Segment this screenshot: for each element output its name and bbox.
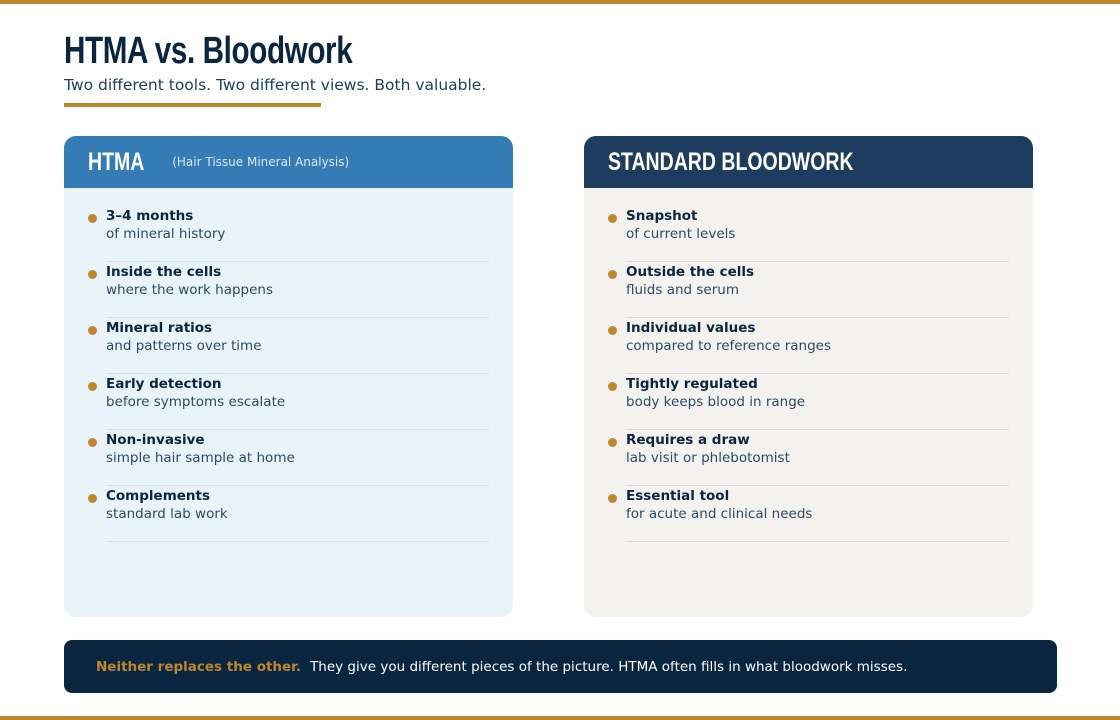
list-item xyxy=(88,318,489,374)
item-desc: body keeps blood in range xyxy=(626,394,806,410)
list-item xyxy=(608,206,1009,262)
footer-emphasis: Neither replaces the other. xyxy=(96,658,302,675)
item-desc: and patterns over time xyxy=(106,338,262,354)
htma-card-header xyxy=(64,136,513,188)
bloodwork-list xyxy=(584,188,1033,542)
bullet-icon xyxy=(608,494,617,503)
list-item xyxy=(608,486,1009,542)
item-desc: for acute and clinical needs xyxy=(626,506,813,522)
htma-card-title: HTMA xyxy=(88,147,145,176)
list-item xyxy=(608,374,1009,430)
item-title: Non-invasive xyxy=(106,432,205,448)
item-desc: simple hair sample at home xyxy=(106,450,295,466)
htma-list xyxy=(64,188,513,542)
bullet-icon xyxy=(88,382,97,391)
htma-card-subtitle: (Hair Tissue Mineral Analysis) xyxy=(172,155,350,169)
title-underline xyxy=(64,103,321,107)
item-title: Complements xyxy=(106,488,211,504)
page-subtitle: Two different tools. Two different views. Both valuable. xyxy=(64,76,487,94)
bloodwork-card-title: STANDARD BLOODWORK xyxy=(608,147,854,176)
bullet-icon xyxy=(608,326,617,335)
top-accent-bar xyxy=(0,0,1120,4)
item-desc: standard lab work xyxy=(106,506,228,522)
list-item xyxy=(608,262,1009,318)
bullet-icon xyxy=(88,326,97,335)
list-item xyxy=(88,486,489,542)
list-item xyxy=(88,374,489,430)
item-desc: compared to reference ranges xyxy=(626,338,831,354)
page-title: HTMA vs. Bloodwork xyxy=(64,30,353,72)
list-item xyxy=(608,318,1009,374)
item-desc: before symptoms escalate xyxy=(106,394,286,410)
list-item xyxy=(88,262,489,318)
bullet-icon xyxy=(88,214,97,223)
item-desc: lab visit or phlebotomist xyxy=(626,450,790,466)
item-desc: where the work happens xyxy=(106,282,274,298)
item-title: Inside the cells xyxy=(106,264,222,280)
bullet-icon xyxy=(608,214,617,223)
item-title: Snapshot xyxy=(626,208,698,224)
list-item xyxy=(88,430,489,486)
bottom-accent-bar xyxy=(0,716,1120,720)
item-title: Essential tool xyxy=(626,488,730,504)
item-title: Individual values xyxy=(626,320,756,336)
bullet-icon xyxy=(608,438,617,447)
bullet-icon xyxy=(608,382,617,391)
item-desc: fluids and serum xyxy=(626,282,739,298)
bullet-icon xyxy=(88,494,97,503)
list-item xyxy=(608,430,1009,486)
footer-callout xyxy=(64,640,1057,693)
bullet-icon xyxy=(608,270,617,279)
bloodwork-card-header xyxy=(584,136,1033,188)
item-title: Mineral ratios xyxy=(106,320,213,336)
item-title: Requires a draw xyxy=(626,432,750,448)
item-title: 3–4 months xyxy=(106,208,194,224)
list-item xyxy=(88,206,489,262)
htma-card xyxy=(64,136,513,617)
bullet-icon xyxy=(88,438,97,447)
item-desc: of mineral history xyxy=(106,226,226,242)
item-title: Outside the cells xyxy=(626,264,755,280)
item-title: Early detection xyxy=(106,376,222,392)
footer-text: They give you different pieces of the picture. HTMA often fills in what bloodwork misses. xyxy=(310,658,908,675)
item-desc: of current levels xyxy=(626,226,736,242)
item-title: Tightly regulated xyxy=(626,376,758,392)
bloodwork-card xyxy=(584,136,1033,617)
bullet-icon xyxy=(88,270,97,279)
